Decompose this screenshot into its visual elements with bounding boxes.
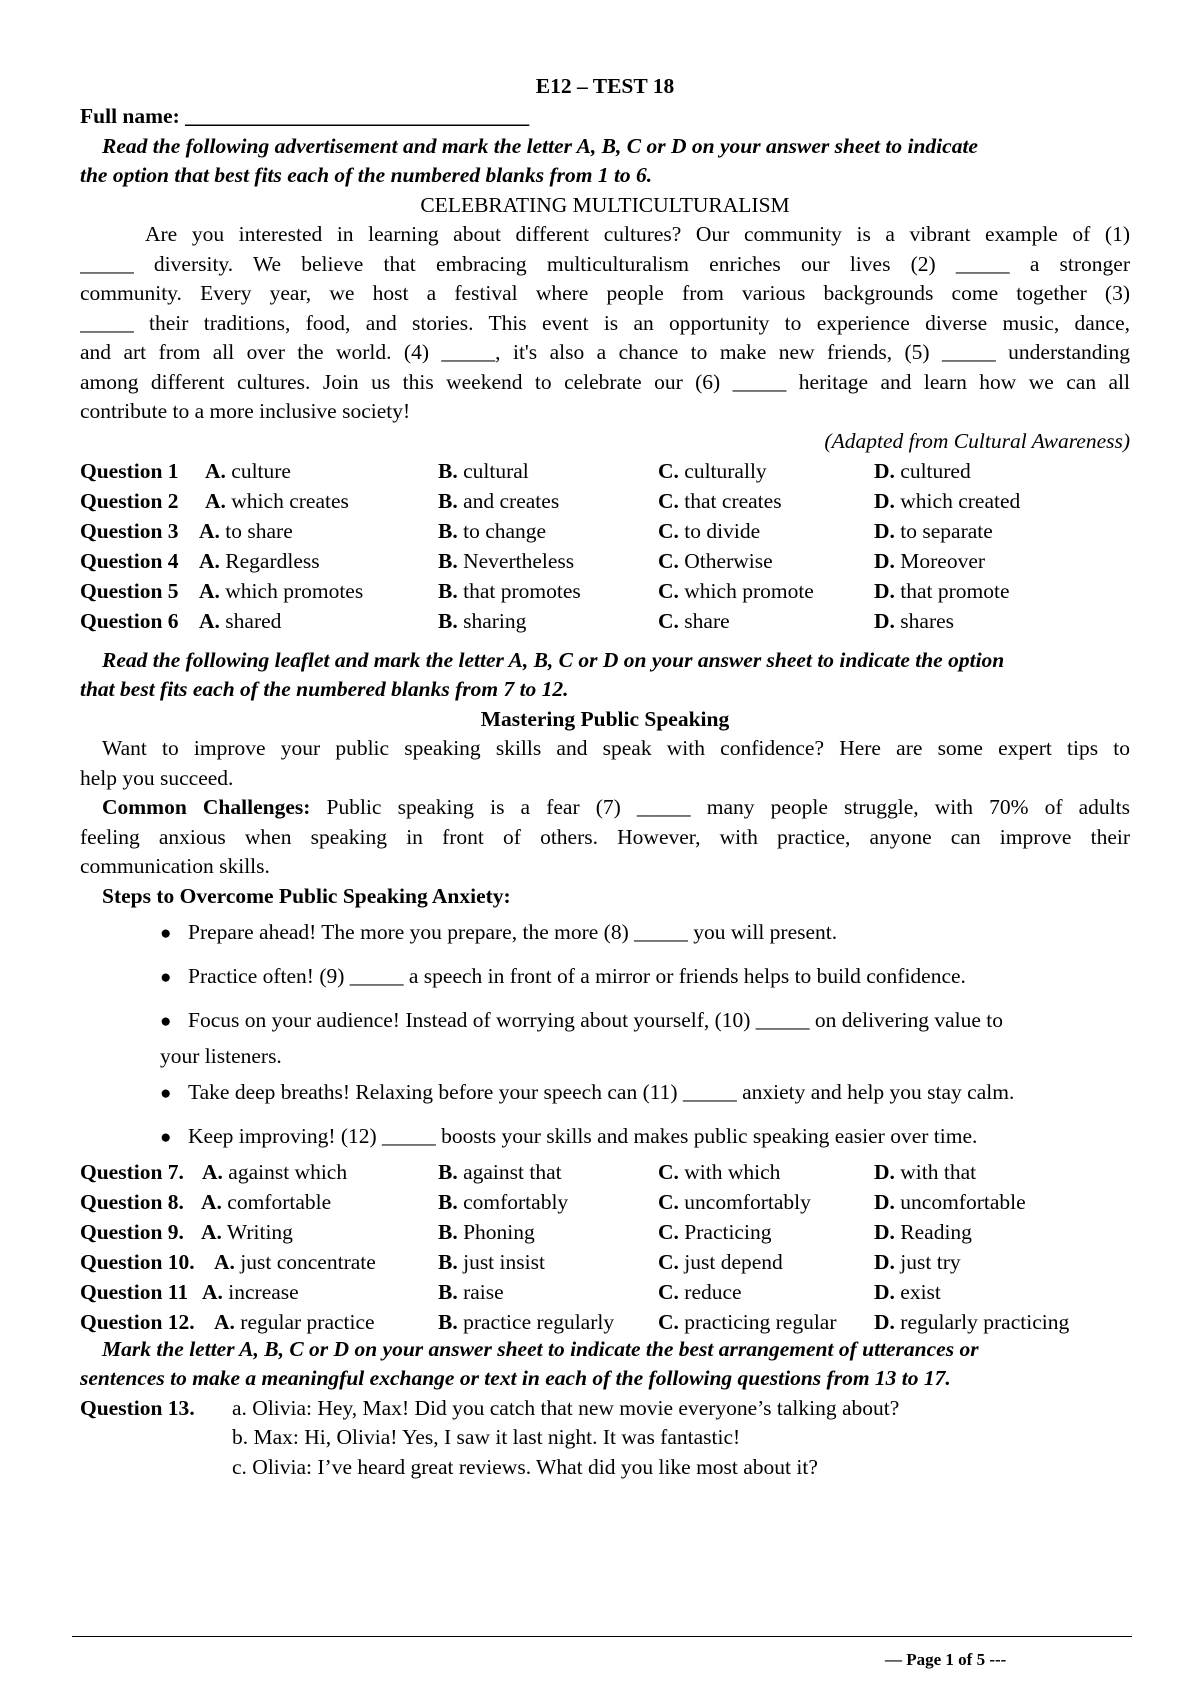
passage1-line: community. Every year, we host a festival where people from various backgrounds come together (3) <box>80 281 1130 305</box>
question-13-line: a. Olivia: Hey, Max! Did you catch that new movie everyone’s talking about? <box>232 1396 900 1420</box>
option-text: comfortably <box>463 1190 569 1214</box>
section2-instruction-line1: Read the following leaflet and mark the letter A, B, C or D on your answer sheet to indicate the option <box>102 648 1005 672</box>
leaflet-intro-line: Want to improve your public speaking skills and speak with confidence? Here are some expert tips to <box>102 736 1130 760</box>
option-b[interactable] <box>438 1276 504 1308</box>
passage1-line: _____ their traditions, food, and stories. This event is an opportunity to experience diverse music, dance, <box>80 311 1130 335</box>
option-c[interactable] <box>658 515 760 547</box>
option-letter: A. <box>201 1190 222 1214</box>
option-text: which promotes <box>225 579 364 603</box>
option-text: exist <box>900 1280 941 1304</box>
leaflet-intro-line: help you succeed. <box>80 766 234 790</box>
option-letter: C. <box>658 519 679 543</box>
option-c[interactable] <box>658 545 773 577</box>
option-a[interactable] <box>205 455 291 487</box>
option-text: against that <box>463 1160 562 1184</box>
option-text: just try <box>900 1250 961 1274</box>
option-text: Writing <box>226 1220 293 1244</box>
option-text: Phoning <box>463 1220 535 1244</box>
option-d[interactable] <box>874 515 993 547</box>
option-text: comfortable <box>227 1190 332 1214</box>
option-d[interactable] <box>874 1276 941 1308</box>
option-text: cultural <box>463 459 529 483</box>
option-letter: B. <box>438 1250 458 1274</box>
option-letter: D. <box>874 1160 895 1184</box>
option-c[interactable] <box>658 1246 783 1278</box>
full-name-line <box>80 100 1130 132</box>
option-d[interactable] <box>874 1156 976 1188</box>
option-letter: D. <box>874 609 895 633</box>
option-letter: D. <box>874 1250 895 1274</box>
footer-rule <box>72 1636 1132 1637</box>
option-letter: B. <box>438 1220 458 1244</box>
question-label: Question 1 <box>80 459 179 483</box>
option-a[interactable] <box>199 575 363 607</box>
option-text: shared <box>225 609 282 633</box>
option-text: which created <box>900 489 1021 513</box>
option-b[interactable] <box>438 545 574 577</box>
option-text: raise <box>463 1280 504 1304</box>
common-challenges-text: Public speaking is a fear (7) _____ many people struggle, with 70% of adults <box>326 795 1130 819</box>
option-letter: D. <box>874 1310 895 1334</box>
option-c[interactable] <box>658 1276 742 1308</box>
option-text: Regardless <box>225 549 320 573</box>
full-name-blank[interactable]: ________________________________ <box>185 104 530 128</box>
option-letter: A. <box>214 1250 235 1274</box>
option-letter: B. <box>438 1160 458 1184</box>
option-text: Otherwise <box>684 549 773 573</box>
option-letter: C. <box>658 579 679 603</box>
question-13-line: c. Olivia: I’ve heard great reviews. What did you like most about it? <box>232 1455 818 1479</box>
option-letter: C. <box>658 609 679 633</box>
passage1-source: (Adapted from Cultural Awareness) <box>824 429 1130 453</box>
passage1-line: Are you interested in learning about different cultures? Our community is a vibrant example of (1) <box>145 222 1130 246</box>
bullet-item: ● Focus on your audience! Instead of worrying about yourself, (10) _____ on delivering value to <box>160 1002 1130 1040</box>
option-c[interactable] <box>658 605 730 637</box>
option-text: to separate <box>900 519 993 543</box>
common-challenges-line: communication skills. <box>80 854 270 878</box>
option-a[interactable] <box>199 545 320 577</box>
option-text: that promotes <box>463 579 581 603</box>
option-text: with which <box>684 1160 781 1184</box>
option-a[interactable] <box>201 1216 293 1248</box>
option-b[interactable] <box>438 575 581 607</box>
option-text: Reading <box>900 1220 972 1244</box>
question-label: Question 7. <box>80 1160 184 1184</box>
option-b[interactable] <box>438 1216 535 1248</box>
question-13-label: Question 13. <box>80 1396 195 1420</box>
passage1-line: and art from all over the world. (4) _____, it's also a chance to make new friends, (5) _____ understanding <box>80 340 1130 364</box>
option-text: which promote <box>684 579 814 603</box>
option-text: to divide <box>684 519 761 543</box>
option-letter: D. <box>874 1220 895 1244</box>
question-label: Question 12. <box>80 1310 195 1334</box>
option-letter: C. <box>658 1220 679 1244</box>
question-13-line: b. Max: Hi, Olivia! Yes, I saw it last night. It was fantastic! <box>232 1425 741 1449</box>
option-text: regularly practicing <box>900 1310 1070 1334</box>
section2-heading: Mastering Public Speaking <box>480 707 730 731</box>
option-text: just insist <box>463 1250 545 1274</box>
option-c[interactable] <box>658 575 814 607</box>
option-a[interactable] <box>201 1186 331 1218</box>
option-a[interactable] <box>199 605 281 637</box>
bullet-item: ● Practice often! (9) _____ a speech in front of a mirror or friends helps to build confidence. <box>160 958 1130 996</box>
option-text: share <box>684 609 730 633</box>
option-letter: D. <box>874 459 895 483</box>
option-c[interactable] <box>658 1216 771 1248</box>
passage1-line: contribute to a more inclusive society! <box>80 399 411 423</box>
option-letter: B. <box>438 1310 458 1334</box>
option-letter: B. <box>438 1190 458 1214</box>
bullet-item-continuation: your listeners. <box>160 1044 282 1068</box>
steps-heading: Steps to Overcome Public Speaking Anxiety: <box>102 884 511 908</box>
option-text: uncomfortably <box>684 1190 811 1214</box>
option-letter: A. <box>202 1160 223 1184</box>
full-name-label: Full name: <box>80 104 180 128</box>
option-letter: D. <box>874 1280 895 1304</box>
option-text: with that <box>900 1160 977 1184</box>
option-letter: B. <box>438 549 458 573</box>
option-text: practicing regular <box>684 1310 837 1334</box>
option-letter: C. <box>658 459 679 483</box>
option-c[interactable] <box>658 1156 780 1188</box>
question-label: Question 11 <box>80 1280 189 1304</box>
option-text: shares <box>900 609 955 633</box>
option-a[interactable] <box>205 485 349 517</box>
option-b[interactable] <box>438 605 526 637</box>
option-letter: C. <box>658 1310 679 1334</box>
option-text: that promote <box>900 579 1010 603</box>
option-text: reduce <box>684 1280 742 1304</box>
option-text: Nevertheless <box>463 549 575 573</box>
question-label: Question 5 <box>80 579 179 603</box>
option-text: uncomfortable <box>900 1190 1026 1214</box>
page-number: — Page 1 of 5 --- <box>885 1650 1007 1669</box>
option-text: just concentrate <box>240 1250 376 1274</box>
bullet-item: ● Keep improving! (12) _____ boosts your skills and makes public speaking easier over time. <box>160 1118 1130 1156</box>
question-label: Question 3 <box>80 519 179 543</box>
option-letter: B. <box>438 459 458 483</box>
option-text: Practicing <box>684 1220 772 1244</box>
option-letter: B. <box>438 519 458 543</box>
option-letter: A. <box>205 459 226 483</box>
option-letter: A. <box>199 549 220 573</box>
option-letter: C. <box>658 489 679 513</box>
option-b[interactable] <box>438 485 559 517</box>
common-challenges-line <box>102 791 1130 823</box>
option-a[interactable] <box>214 1246 376 1278</box>
option-text: increase <box>228 1280 299 1304</box>
option-a[interactable] <box>202 1156 347 1188</box>
option-letter: A. <box>205 489 226 513</box>
option-letter: A. <box>199 579 220 603</box>
option-c[interactable] <box>658 485 782 517</box>
option-letter: C. <box>658 1280 679 1304</box>
question-label: Question 9. <box>80 1220 184 1244</box>
option-b[interactable] <box>438 1246 545 1278</box>
option-b[interactable] <box>438 1156 562 1188</box>
option-b[interactable] <box>438 455 529 487</box>
option-d[interactable] <box>874 605 954 637</box>
option-d[interactable] <box>874 1216 972 1248</box>
option-text: and creates <box>463 489 560 513</box>
question-label: Question 10. <box>80 1250 195 1274</box>
common-challenges-label: Common Challenges: <box>102 795 311 819</box>
option-text: cultured <box>900 459 971 483</box>
option-text: which creates <box>231 489 349 513</box>
question-label: Question 6 <box>80 609 179 633</box>
option-letter: C. <box>658 1190 679 1214</box>
question-label: Question 4 <box>80 549 179 573</box>
section1-instruction-line1: Read the following advertisement and mark the letter A, B, C or D on your answer sheet to indicate <box>102 134 978 158</box>
option-letter: A. <box>199 609 220 633</box>
option-a[interactable] <box>199 515 293 547</box>
section2-instruction-line2: that best fits each of the numbered blanks from 7 to 12. <box>80 677 569 701</box>
option-d[interactable] <box>874 1246 961 1278</box>
option-text: Moreover <box>900 549 986 573</box>
option-b[interactable] <box>438 1186 568 1218</box>
option-c[interactable] <box>658 455 767 487</box>
option-a[interactable] <box>202 1276 299 1308</box>
option-letter: D. <box>874 489 895 513</box>
option-text: to change <box>463 519 547 543</box>
option-d[interactable] <box>874 575 1010 607</box>
section3-instruction-line1: Mark the letter A, B, C or D on your answer sheet to indicate the best arrangement of utterances or <box>102 1337 979 1361</box>
test-title: E12 – TEST 18 <box>535 74 675 98</box>
section1-heading: CELEBRATING MULTICULTURALISM <box>420 193 790 217</box>
option-b[interactable] <box>438 515 546 547</box>
question-label: Question 8. <box>80 1190 184 1214</box>
option-letter: A. <box>201 1220 222 1244</box>
option-text: against which <box>228 1160 348 1184</box>
option-letter: D. <box>874 1190 895 1214</box>
bullet-item: ● Take deep breaths! Relaxing before your speech can (11) _____ anxiety and help you stay calm. <box>160 1074 1130 1112</box>
option-text: to share <box>225 519 293 543</box>
section1-instruction-line2: the option that best fits each of the numbered blanks from 1 to 6. <box>80 163 653 187</box>
option-letter: C. <box>658 1160 679 1184</box>
option-text: that creates <box>684 489 782 513</box>
option-letter: B. <box>438 489 458 513</box>
option-letter: A. <box>202 1280 223 1304</box>
option-c[interactable] <box>658 1186 811 1218</box>
bullet-item: ● Prepare ahead! The more you prepare, the more (8) _____ you will present. <box>160 914 1130 952</box>
option-letter: C. <box>658 549 679 573</box>
option-text: sharing <box>463 609 527 633</box>
option-letter: B. <box>438 609 458 633</box>
option-letter: A. <box>199 519 220 543</box>
option-text: just depend <box>684 1250 783 1274</box>
option-letter: A. <box>214 1310 235 1334</box>
option-letter: D. <box>874 579 895 603</box>
option-d[interactable] <box>874 485 1020 517</box>
option-text: culturally <box>684 459 767 483</box>
option-text: culture <box>231 459 291 483</box>
option-text: regular practice <box>240 1310 375 1334</box>
option-d[interactable] <box>874 545 985 577</box>
passage1-line: _____ diversity. We believe that embracing multiculturalism enriches our lives (2) _____ a stronger <box>80 252 1130 276</box>
option-letter: B. <box>438 579 458 603</box>
option-letter: B. <box>438 1280 458 1304</box>
option-letter: C. <box>658 1250 679 1274</box>
option-letter: D. <box>874 549 895 573</box>
option-d[interactable] <box>874 455 971 487</box>
option-letter: D. <box>874 519 895 543</box>
passage1-line: among different cultures. Join us this weekend to celebrate our (6) _____ heritage and learn how we can all <box>80 370 1130 394</box>
section3-instruction-line2: sentences to make a meaningful exchange or text in each of the following questions from 13 to 17. <box>80 1366 951 1390</box>
question-label: Question 2 <box>80 489 179 513</box>
option-text: practice regularly <box>463 1310 615 1334</box>
option-d[interactable] <box>874 1186 1026 1218</box>
common-challenges-line: feeling anxious when speaking in front of others. However, with practice, anyone can improve their <box>80 825 1130 849</box>
